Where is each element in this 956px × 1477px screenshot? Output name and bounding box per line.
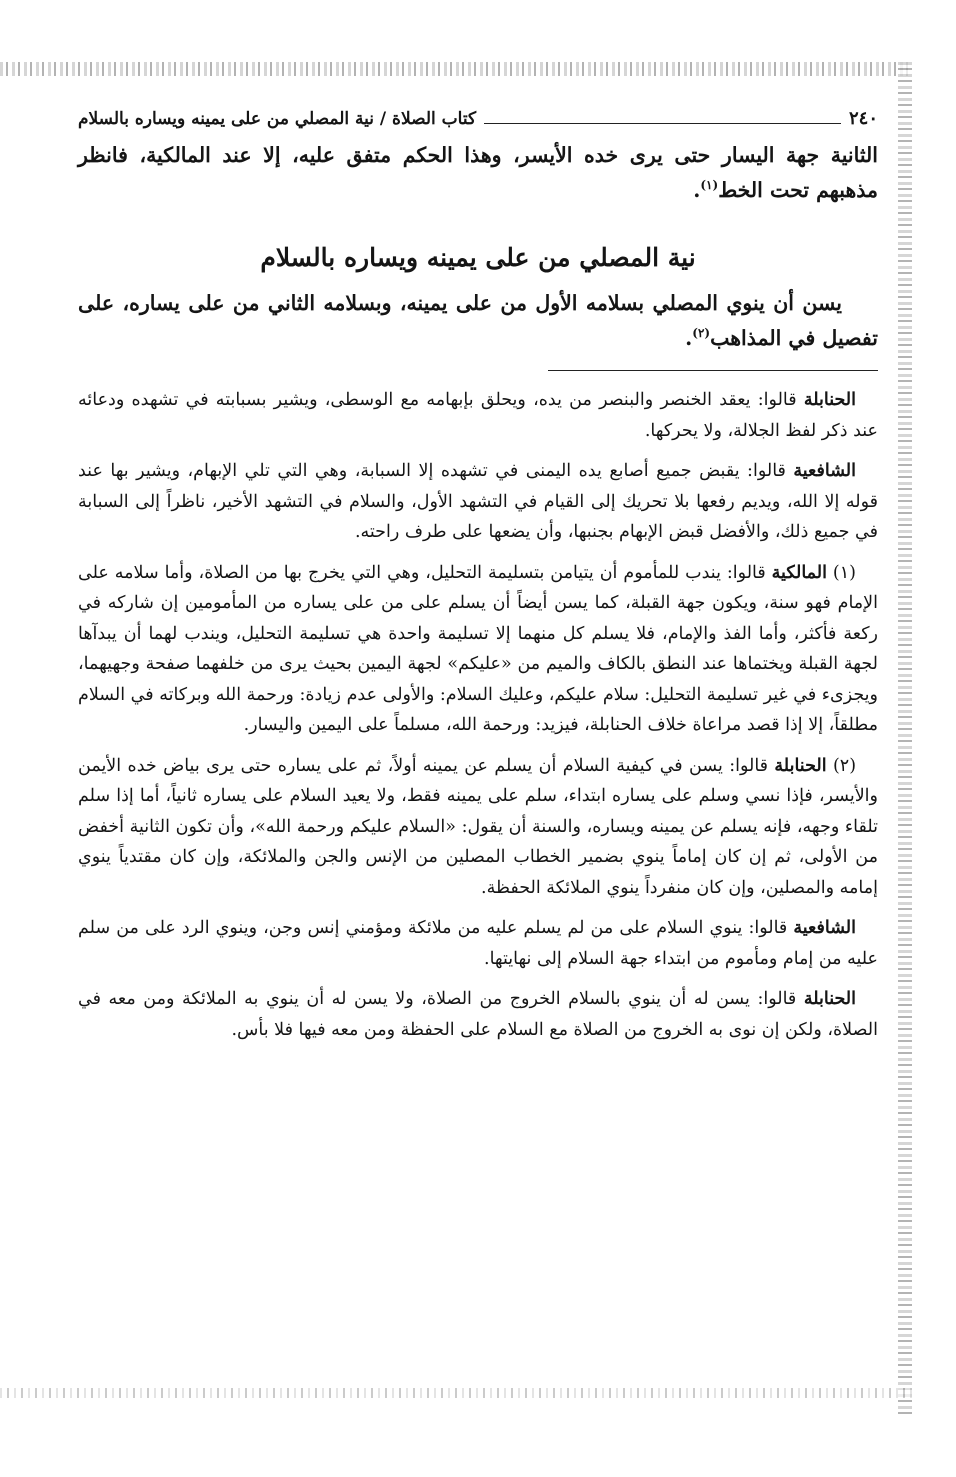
footnote-text: قالوا: يندب للمأموم أن يتيامن بتسليمة التحليل، وهي التي يخرج بها من الصلاة، وأما سلامه على الإمام فهو سنة، ويكون جهة القبلة، كما يسن أيضاً أن يسلم على من على يساره من المأمومين إن شاركه في ركعة فأكثر، وأما الفذ والإمام، فلا يسلم كل منهما إلا تسليمة واحدة هي تسليمة التحليل، ويندب لهما أن يبدآها لجهة القبلة ويختماها عند النطق بالكاف والميم من «عليكم» لجهة اليمين بحيث يرى من خلفهما صفحة وجهيهما، ويجزىء في غير تسليمة التحليل: سلام عليكم، وعليك السلام: والأولى عدم زيادة: ورحمة الله وبركاته في السلام مطلقاً، إلا إذا قصد مراعاة خلاف الحنابلة، فيزيد: ورحمة الله، مسلماً على اليمين واليسار. bbox=[78, 562, 878, 735]
intro-end: . bbox=[693, 178, 701, 202]
ornamental-border-right bbox=[898, 62, 912, 1417]
footnote-ref-2[interactable]: (٢) bbox=[692, 326, 711, 341]
book-page bbox=[78, 106, 878, 1055]
footnote-ref-1[interactable]: (١) bbox=[700, 178, 719, 193]
footnote-text: قالوا: يسن له أن ينوي بالسلام الخروج من الصلاة، ولا يسن له أن ينوي به الملائكة ومن معه في الصلاة، ولكن إن نوى به الخروج من الصلاة مع السلام على الحفظة ومن معه فيها فلا بأس. bbox=[78, 989, 878, 1040]
footnote-text: قالوا: يعقد الخنصر والبنصر من يده، ويحلق بإبهامه مع الوسطى، ويشير بسبابته في تشهده ودعائه عند ذكر لفظ الجلالة، ولا يحركها. bbox=[78, 390, 878, 441]
school-name: الحنابلة bbox=[803, 390, 856, 410]
section-paragraph bbox=[78, 286, 878, 356]
footnote-number: (١) bbox=[826, 562, 856, 583]
school-name: الحنابلة bbox=[774, 755, 827, 776]
header-rule bbox=[484, 123, 841, 124]
school-name: الشافعية bbox=[793, 461, 856, 481]
footnote-text: قالوا: ينوي السلام على من لم يسلم عليه من ملائكة ومؤمني إنس وجن، وينوي الرد على من سلم عليه من إمام ومأموم من ابتداء جهة السلام إلى نهايتها. bbox=[78, 918, 878, 969]
footnote-shafiiya-2 bbox=[78, 913, 878, 974]
school-name: الشافعية bbox=[793, 918, 856, 938]
footnote-shafiiya-1 bbox=[78, 456, 878, 548]
page-number: ٢٤٠ bbox=[848, 108, 878, 129]
footnote-2-hanabila bbox=[78, 751, 878, 904]
footnote-1-malikiya bbox=[78, 558, 878, 741]
ornamental-border-bottom bbox=[0, 1388, 912, 1398]
footnote-hanabila-3 bbox=[78, 984, 878, 1045]
footnote-text: قالوا: يقبض جميع أصابع يده اليمنى في تشهده إلا السبابة، وهي التي تلي الإبهام، ويشير بها عند قوله إلا الله، ويديم رفعها بلا تحريك إلى القيام في التشهد الأول، والسلام في التشهد الأخير، ناظراً إلى السبابة في جميع ذلك، والأفضل قبض الإبهام بجنبها، وأن يضعها على طرف راحته. bbox=[78, 461, 878, 542]
intro-paragraph bbox=[78, 138, 878, 208]
footnote-number: (٢) bbox=[826, 755, 857, 776]
running-title: كتاب الصلاة / نية المصلي من على يمينه ويساره بالسلام bbox=[78, 109, 477, 129]
footnote-text: قالوا: يسن في كيفية السلام أن يسلم عن يمينه أولاً، ثم على يساره حتى يرى بياض خده الأيمن والأيسر، فإذا نسي وسلم على يساره ابتداء، سلم على يمينه فقط، ولا يعيد السلام على يساره ثانياً، أما إذا سلم تلقاء وجهه، فإنه يسلم عن يمينه ويساره، والسنة أن يقول: «السلام عليكم ورحمة الله»، وأن تكون الثانية أخفض من الأولى، ثم إن كان إماماً ينوي بضمير الخطاب المصلين من الإنس والجن والملائكة، وإن كان مقتدياً ينوي إمامه والمصلين، وإن كان منفرداً ينوي الملائكة الحفظة. bbox=[78, 755, 878, 898]
section-end: . bbox=[685, 326, 693, 350]
school-name: المالكية bbox=[771, 562, 827, 583]
intro-text: الثانية جهة اليسار حتى يرى خده الأيسر، وهذا الحكم متفق عليه، إلا عند المالكية، فانظر مذهبهم تحت الخط bbox=[78, 143, 878, 202]
school-name: الحنابلة bbox=[803, 989, 856, 1009]
footnote-hanabila-1 bbox=[78, 385, 878, 446]
running-header bbox=[78, 106, 878, 132]
section-heading: نية المصلي من على يمينه ويساره بالسلام bbox=[260, 243, 696, 272]
footnote-separator bbox=[548, 370, 878, 371]
ornamental-border-top bbox=[0, 62, 912, 76]
section-text: يسن أن ينوي المصلي بسلامه الأول من على يمينه، وبسلامه الثاني من على يساره، على تفصيل في المذاهب bbox=[78, 291, 878, 350]
